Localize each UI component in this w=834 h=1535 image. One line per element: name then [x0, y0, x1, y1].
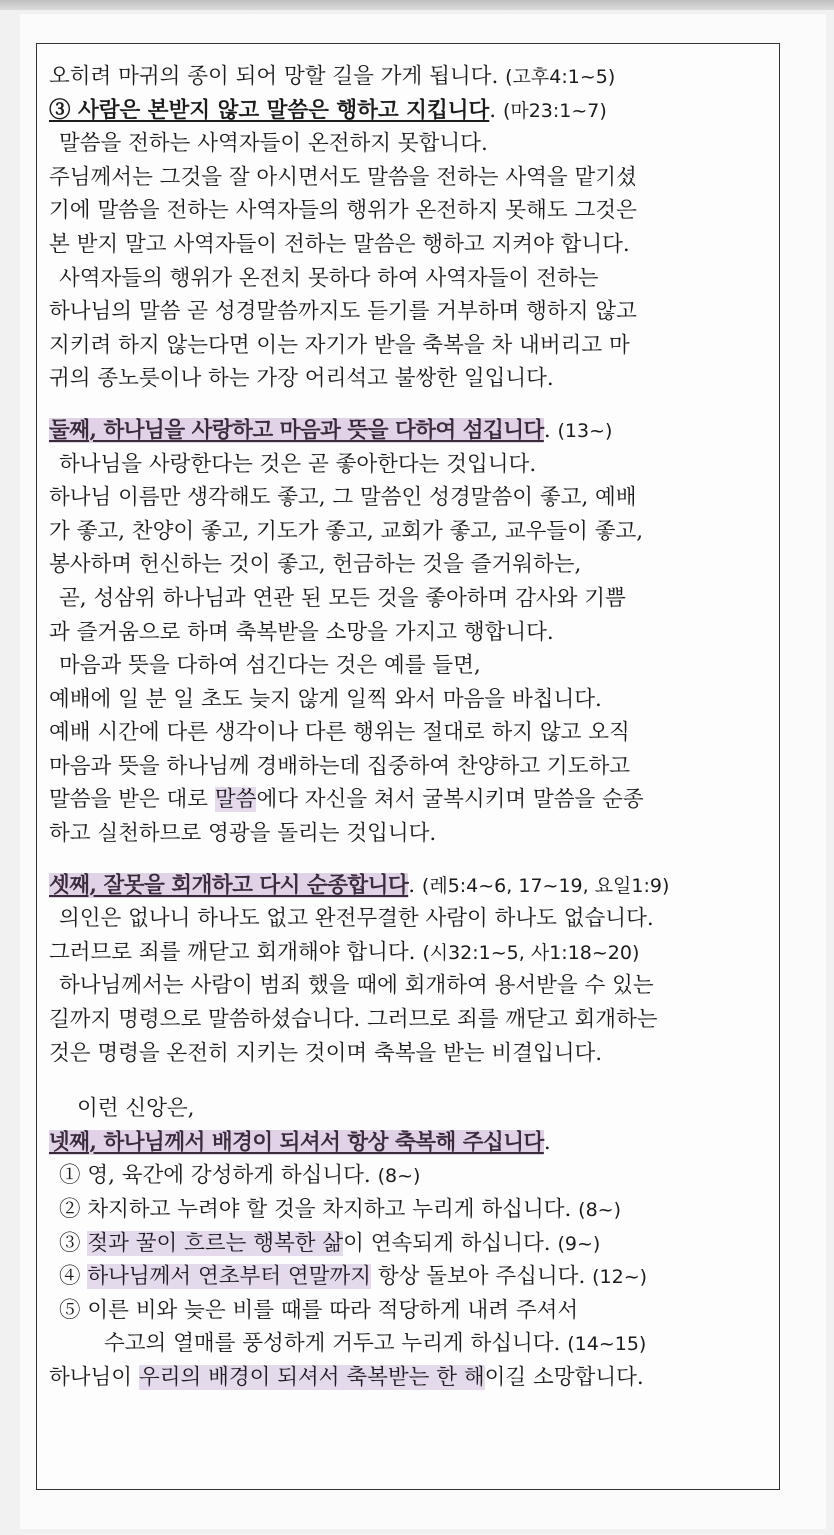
section-2-heading: 둘째, 하나님을 사랑하고 마음과 뜻을 다하여 섬깁니다. (13~)	[49, 417, 613, 443]
scripture-ref: (14~15)	[567, 1333, 647, 1356]
text-line: 마음과 뜻을 다하여 섬긴다는 것은 예를 들면,	[59, 653, 481, 679]
list-item-continued: 수고의 열매를 풍성하게 거두고 누리게 하십니다. (14~15)	[104, 1331, 647, 1357]
highlighted-text: 우리의 배경이 되셔서 축복받는 한 해	[138, 1364, 485, 1390]
scripture-ref: (고후4:1~5)	[505, 66, 616, 88]
text-line: 기에 말씀을 전하는 사역자들의 행위가 온전하지 못해도 그것은	[49, 198, 637, 224]
text-line: 것은 명령을 온전히 지키는 것이며 축복을 받는 비결입니다.	[49, 1040, 603, 1066]
text-line: 지키려 하지 않는다면 이는 자기가 받을 축복을 차 내버리고 마	[49, 332, 630, 358]
list-item: ① 영, 육간에 강성하게 하십니다. (8~)	[59, 1163, 421, 1189]
scripture-ref: (13~)	[557, 419, 613, 442]
text-line: 이런 신앙은,	[77, 1096, 195, 1122]
list-item: ③ 젖과 꿀이 흐르는 행복한 삶이 연속되게 하십니다. (9~)	[59, 1230, 601, 1256]
text-line: 하나님의 말씀 곧 성경말씀까지도 듣기를 거부하며 행하지 않고	[49, 299, 637, 325]
text-line: 과 즐거움으로 하며 축복받을 소망을 가지고 행합니다.	[49, 619, 554, 645]
text-line: 사역자들의 행위가 온전치 못하다 하여 사역자들이 전하는	[59, 265, 599, 291]
list-item: ② 차지하고 누려야 할 것을 차지하고 누리게 하십니다. (8~)	[59, 1197, 622, 1222]
text-line: 길까지 명령으로 말씀하셨습니다. 그러므로 죄를 깨닫고 회개하는	[49, 1007, 658, 1033]
highlighted-text: 젖과 꿀이 흐르는 행복한 삶	[87, 1230, 344, 1256]
text-line: 오히려 마귀의 종이 되어 망할 길을 가게 됩니다. (고후4:1~5)	[49, 64, 616, 89]
list-item: ⑤ 이른 비와 늦은 비를 때를 따라 적당하게 내려 주셔서	[59, 1297, 579, 1323]
highlighted-text: 하나님께서 연초부터 연말까지	[87, 1264, 372, 1290]
scripture-ref: (시32:1~5, 사1:18~20)	[422, 941, 640, 964]
text-line: 귀의 종노릇이나 하는 가장 어리석고 불쌍한 일입니다.	[49, 366, 554, 392]
scripture-ref: (8~)	[578, 1199, 622, 1221]
section-3-heading: 셋째, 잘못을 회개하고 다시 순종합니다. (레5:4~6, 17~19, 요일1:9)	[49, 872, 670, 898]
text-line: 하고 실천하므로 영광을 돌리는 것입니다.	[49, 821, 437, 847]
text-line: 주님께서는 그것을 잘 아시면서도 말씀을 전하는 사역을 맡기셨	[49, 164, 637, 190]
text-line: 봉사하며 헌신하는 것이 좋고, 헌금하는 것을 즐거워하는,	[49, 552, 582, 578]
text-line: 가 좋고, 찬양이 좋고, 기도가 좋고, 교회가 좋고, 교우들이 좋고,	[49, 518, 644, 544]
text-line: 예배 시간에 다른 생각이나 다른 행위는 절대로 하지 않고 오직	[49, 720, 630, 746]
closing-line: 하나님이 우리의 배경이 되셔서 축복받는 한 해이길 소망합니다.	[49, 1364, 644, 1390]
text-line: 의인은 없나니 하나도 없고 완전무결한 사람이 하나도 없습니다.	[59, 906, 654, 932]
text-line: 곧, 성삼위 하나님과 연관 된 모든 것을 좋아하며 감사와 기쁨	[59, 585, 626, 611]
text-line: 말씀을 전하는 사역자들이 온전하지 못합니다.	[59, 131, 488, 157]
section-4-heading: 넷째, 하나님께서 배경이 되셔서 항상 축복해 주십니다.	[49, 1129, 551, 1155]
text-line: 말씀을 받은 대로 말씀에다 자신을 쳐서 굴복시키며 말씀을 순종	[49, 787, 644, 813]
scripture-ref: (8~)	[377, 1165, 421, 1188]
text-line: 예배에 일 분 일 초도 늦지 않게 일찍 와서 마음을 바칩니다.	[49, 686, 602, 712]
text-line: 본 받지 말고 사역자들이 전하는 말씀은 행하고 지켜야 합니다.	[49, 231, 630, 257]
text-line: 하나님께서는 사람이 범죄 했을 때에 회개하여 용서받을 수 있는	[59, 973, 654, 999]
scripture-ref: (마23:1~7)	[502, 99, 607, 122]
point-3-heading: ③ 사람은 본받지 않고 말씀은 행하고 지킵니다. (마23:1~7)	[49, 97, 607, 123]
list-item: ④ 하나님께서 연초부터 연말까지 항상 돌보아 주십니다. (12~)	[59, 1264, 648, 1290]
scripture-ref: (레5:4~6, 17~19, 요일1:9)	[421, 874, 670, 897]
scripture-ref: (9~)	[557, 1232, 601, 1255]
scripture-ref: (12~)	[592, 1266, 648, 1289]
document-body	[49, 60, 779, 1395]
text-line: 마음과 뜻을 하나님께 경배하는데 집중하여 찬양하고 기도하고	[49, 753, 631, 779]
text-line: 하나님 이름만 생각해도 좋고, 그 말씀인 성경말씀이 좋고, 예배	[49, 485, 637, 511]
text-line: 하나님을 사랑한다는 것은 곧 좋아한다는 것입니다.	[59, 451, 537, 477]
scan-top-edge	[0, 0, 834, 10]
text-line: 그러므로 죄를 깨닫고 회개해야 합니다. (시32:1~5, 사1:18~20)	[49, 939, 640, 965]
highlighted-text: 말씀	[214, 787, 257, 813]
